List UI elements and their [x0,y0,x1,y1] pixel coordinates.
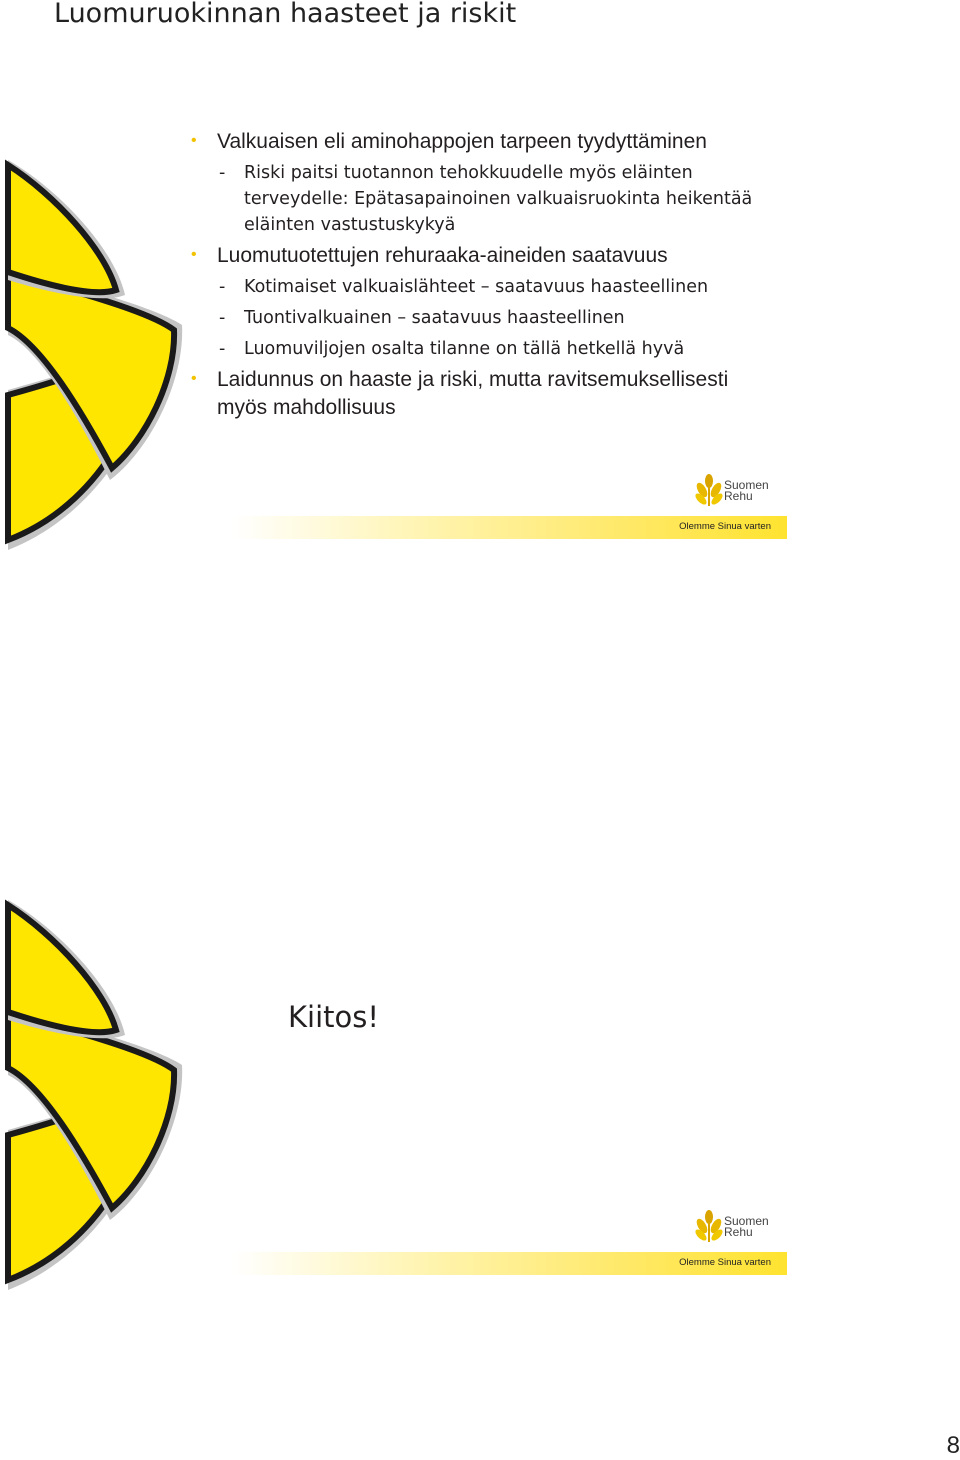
footer-band [232,1252,787,1275]
sub-bullet-item [186,305,766,331]
wheat-logo-icon [694,1210,724,1244]
page-title: Luomuruokinnan haasteet ja riskit [54,0,517,29]
sub-bullet-text: Kotimaiset valkuaislähteet – saatavuus haasteellinen [244,277,709,297]
footer-band [232,516,787,539]
leaf-decoration-graphic [0,120,190,550]
logo-wordmark [724,1216,769,1238]
bullet-text: Valkuaisen eli aminohappojen tarpeen tyydyttäminen [217,130,707,153]
bullet-item [186,366,766,422]
leaf-decoration-graphic [0,860,190,1290]
sub-bullet-text: Riski paitsi tuotannon tehokkuudelle myös eläinten terveydelle: Epätasapainoinen valkuaisruokinta heikentää eläinten vastustuskykyä [244,163,753,235]
bullet-list [186,128,766,422]
wheat-logo-icon [694,474,724,508]
tagline: Olemme Sinua varten [679,521,771,532]
slide-2 [0,860,960,1290]
bullet-item [186,242,766,270]
logo-line-2: Rehu [724,1225,753,1239]
page-number: 8 [946,1432,960,1459]
bullet-item [186,128,766,156]
logo-line-2: Rehu [724,489,753,503]
sub-bullet-item [186,336,766,362]
bullet-text: Luomutuotettujen rehuraaka-aineiden saatavuus [217,244,668,267]
company-logo [694,474,769,513]
bullet-text: Laidunnus on haaste ja riski, mutta ravitsemuksellisesti myös mahdollisuus [217,368,729,419]
company-logo [694,1210,769,1249]
sub-bullet-item [186,160,766,238]
sub-bullet-text: Luomuviljojen osalta tilanne on tällä hetkellä hyvä [244,339,685,359]
thanks-text: Kiitos! [288,1000,379,1034]
logo-wordmark [724,480,769,502]
sub-bullet-item [186,274,766,300]
slide-1 [0,120,960,550]
tagline: Olemme Sinua varten [679,1257,771,1268]
logo-line-1: Suomen [724,478,769,492]
sub-bullet-text: Tuontivalkuainen – saatavuus haasteellinen [244,308,625,328]
logo-line-1: Suomen [724,1214,769,1228]
